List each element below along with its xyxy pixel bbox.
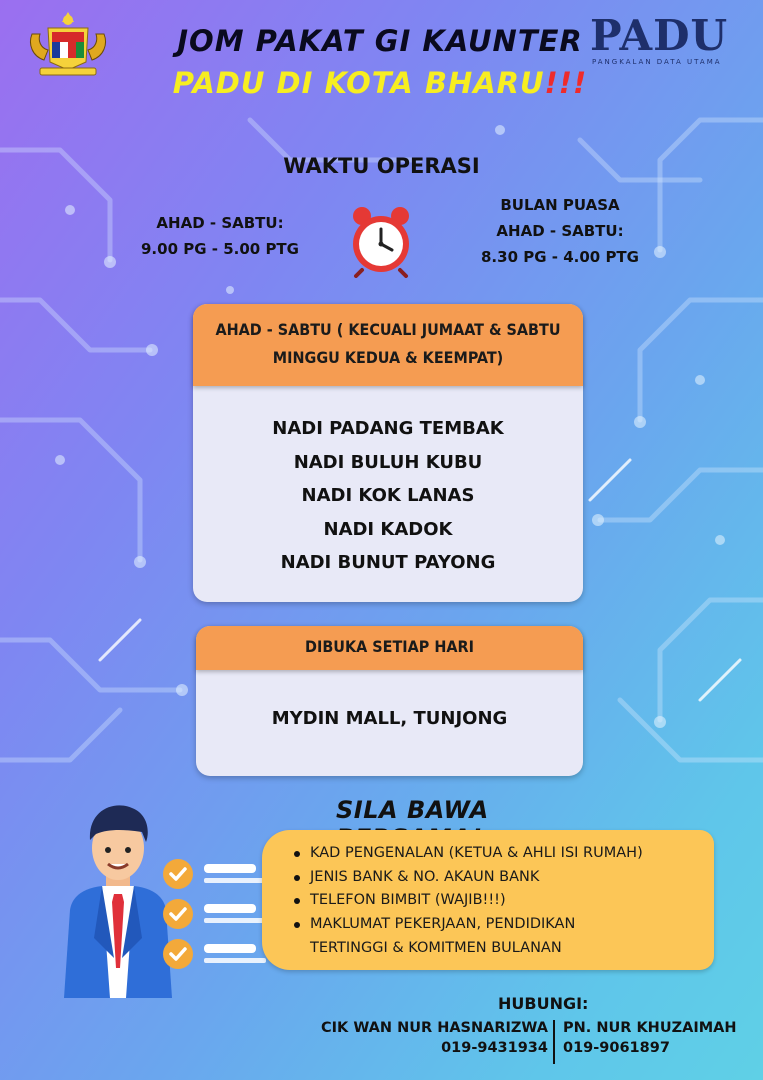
location-item: NADI BULUH KUBU xyxy=(293,451,483,473)
ramadan-label: BULAN PUASA xyxy=(500,196,620,214)
coat-of-arms-emblem xyxy=(22,10,114,78)
contact-divider xyxy=(553,1020,555,1064)
contact-person-1 xyxy=(280,1020,548,1056)
regular-hours xyxy=(110,210,330,262)
bring-panel xyxy=(262,830,714,970)
location-item: NADI BUNUT PAYONG xyxy=(280,552,496,573)
schedule-card-weekdays-header xyxy=(193,304,583,386)
daily-location: MYDIN MALL, TUNJONG xyxy=(271,708,508,729)
location-item: NADI PADANG TEMBAK xyxy=(272,418,504,439)
header-line1: AHAD - SABTU ( KECUALI JUMAAT & SABTU xyxy=(215,320,561,339)
location-item: NADI KADOK xyxy=(323,518,453,540)
padu-logo-subtitle: PANGKALAN DATA UTAMA xyxy=(592,58,722,66)
bring-item: JENIS BANK & NO. AKAUN BANK xyxy=(290,866,643,890)
bring-item: TELEFON BIMBIT (WAJIB!!!) xyxy=(290,889,643,913)
contact-person-2-name: PN. NUR KHUZAIMAH xyxy=(563,1020,737,1036)
checklist-graphic xyxy=(162,856,272,976)
schedule-card-weekdays xyxy=(193,304,583,602)
operating-hours-heading: WAKTU OPERASI xyxy=(283,154,480,178)
contact-person-1-name: CIK WAN NUR HASNARIZWA xyxy=(321,1020,548,1036)
padu-logo-text: PADU xyxy=(590,11,729,60)
poster-title-line1: JOM PAKAT GI KAUNTER xyxy=(177,24,583,58)
ramadan-hours xyxy=(440,192,680,270)
alarm-clock-icon xyxy=(348,204,414,278)
contact-person-2-phone: 019-9061897 xyxy=(563,1040,670,1056)
man-illustration xyxy=(58,798,178,998)
schedule-card-daily-header xyxy=(196,626,583,670)
regular-time: 9.00 PG - 5.00 PTG xyxy=(141,240,299,258)
contact-person-2 xyxy=(563,1020,763,1056)
poster-title-line2 xyxy=(110,66,650,100)
location-item: NADI KOK LANAS xyxy=(301,485,475,506)
ramadan-time: 8.30 PG - 4.00 PTG xyxy=(481,248,639,266)
bring-item: MAKLUMAT PEKERJAAN, PENDIDIKAN xyxy=(290,913,643,937)
regular-days: AHAD - SABTU: xyxy=(156,214,284,232)
bring-heading: SILA BAWA xyxy=(336,796,489,824)
bring-item-continued: TERTINGGI & KOMITMEN BULANAN xyxy=(310,940,562,956)
daily-header-text: DIBUKA SETIAP HARI xyxy=(305,637,474,656)
title-exclamation: !!! xyxy=(544,66,588,100)
contact-person-1-phone: 019-9431934 xyxy=(441,1040,548,1056)
location-list xyxy=(193,412,583,580)
title-padu-di: PADU DI xyxy=(172,66,314,100)
title-kota-bharu: KOTA BHARU xyxy=(324,66,545,100)
bring-item: KAD PENGENALAN (KETUA & AHLI ISI RUMAH) xyxy=(290,842,643,866)
bring-list xyxy=(290,842,643,936)
schedule-card-daily xyxy=(196,626,583,776)
header-line2: MINGGU KEDUA & KEEMPAT) xyxy=(272,348,504,367)
ramadan-days: AHAD - SABTU: xyxy=(496,222,624,240)
contact-heading: HUBUNGI: xyxy=(498,994,589,1013)
